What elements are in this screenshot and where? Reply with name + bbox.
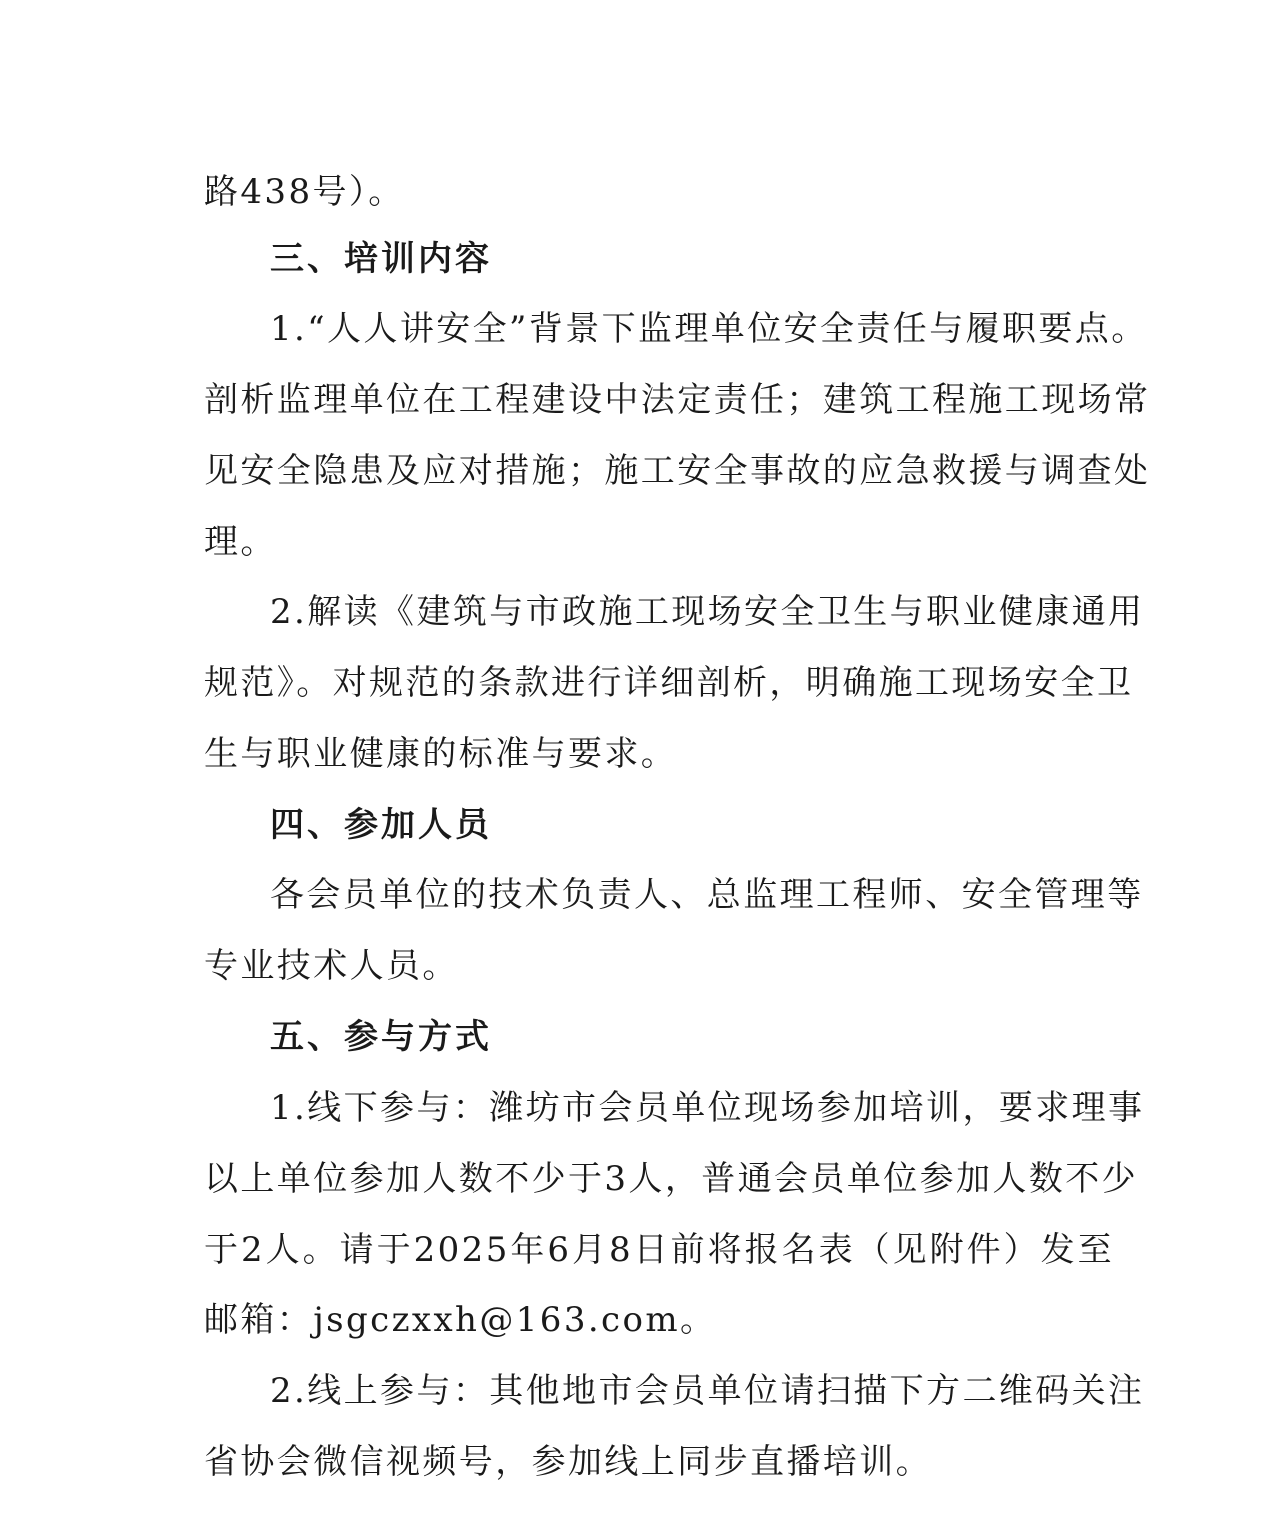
paragraph-line-email: 邮箱：jsgczxxh@163.com。 [204, 1300, 717, 1340]
paragraph-line: 剖析监理单位在工程建设中法定责任；建筑工程施工现场常 [204, 380, 1151, 420]
paragraph-line: 生与职业健康的标准与要求。 [204, 734, 678, 774]
paragraph-line: 1.线下参与：潍坊市会员单位现场参加培训，要求理事 [270, 1088, 1145, 1128]
paragraph-line: 2.线上参与：其他地市会员单位请扫描下方二维码关注 [270, 1371, 1145, 1411]
section-heading-training-content: 三、培训内容 [270, 239, 492, 279]
section-heading-participants: 四、参加人员 [270, 805, 492, 845]
paragraph-line: 1.“人人讲安全”背景下监理单位安全责任与履职要点。 [270, 309, 1148, 349]
paragraph-line: 各会员单位的技术负责人、总监理工程师、安全管理等 [270, 875, 1144, 915]
paragraph-line: 2.解读《建筑与市政施工现场安全卫生与职业健康通用 [270, 592, 1145, 632]
paragraph-line: 理。 [204, 522, 277, 562]
paragraph-line: 于2人。请于2025年6月8日前将报名表（见附件）发至 [204, 1230, 1114, 1270]
paragraph-line: 专业技术人员。 [204, 946, 459, 986]
section-heading-participation-method: 五、参与方式 [270, 1017, 492, 1057]
paragraph-line: 规范》。对规范的条款进行详细剖析，明确施工现场安全卫 [204, 663, 1134, 703]
paragraph-line: 省协会微信视频号，参加线上同步直播培训。 [204, 1442, 932, 1482]
paragraph-line: 以上单位参加人数不少于3人，普通会员单位参加人数不少 [204, 1159, 1139, 1199]
paragraph-line-address-end: 路438号）。 [204, 172, 405, 212]
paragraph-line: 见安全隐患及应对措施；施工安全事故的应急救援与调查处 [204, 451, 1151, 491]
